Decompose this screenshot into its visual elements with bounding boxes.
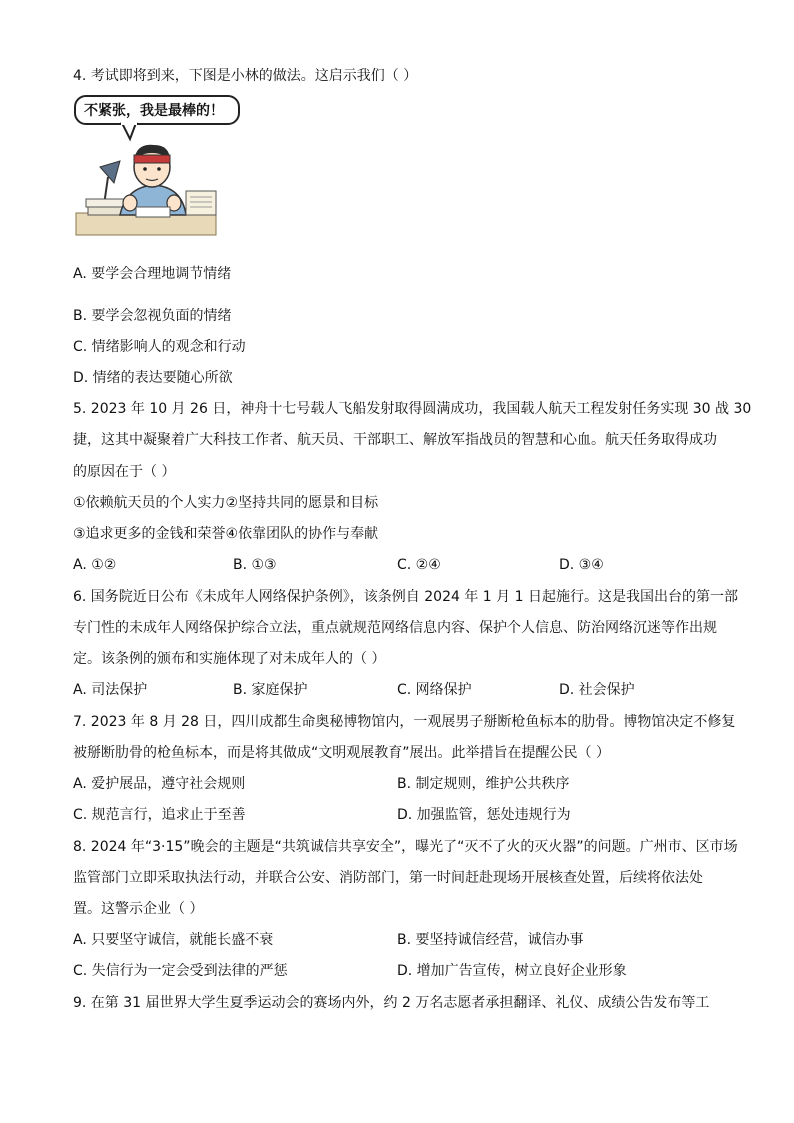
q7-option-d: D. 加强监管，惩处违规行为 [397,807,571,823]
q7-line-1: 7. 2023 年 8 月 28 日，四川成都生命奥秘博物馆内，一观展男子掰断枪鱼标本的肋骨。博物馆决定不修复 [73,714,736,730]
q5-statement-1: ①依赖航天员的个人实力②坚持共同的愿景和目标 [73,495,379,511]
q7-line-2: 被掰断肋骨的枪鱼标本，而是将其做成“文明观展教育”展出。此举措旨在提醒公民（ ） [73,745,610,761]
q6-option-c: C. 网络保护 [397,682,472,698]
q8-option-c: C. 失信行为一定会受到法律的严惩 [73,963,288,979]
q5-option-d: D. ③④ [559,557,604,573]
q5-option-a: A. ①② [73,557,117,573]
q8-option-d: D. 增加广告宣传，树立良好企业形象 [397,963,627,979]
q4-option-b: B. 要学会忽视负面的情绪 [73,308,232,324]
q4-illustration [74,95,244,240]
q4-option-c: C. 情绪影响人的观念和行动 [73,339,246,355]
q8-option-a: A. 只要坚守诚信，就能长盛不衰 [73,932,274,948]
q6-option-b: B. 家庭保护 [233,682,308,698]
q5-line-1: 5. 2023 年 10 月 26 日，神舟十七号载人飞船发射取得圆满成功，我国载人航天工程发射任务实现 30 战 30 [73,401,752,417]
q5-option-b: B. ①③ [233,557,277,573]
q5-statement-2: ③追求更多的金钱和荣誉④依靠团队的协作与奉献 [73,526,379,542]
q4-option-a: A. 要学会合理地调节情绪 [73,266,232,282]
q9-line-1: 9. 在第 31 届世界大学生夏季运动会的赛场内外，约 2 万名志愿者承担翻译、礼仪、成绩公告发布等工 [73,995,710,1011]
q8-option-b: B. 要坚持诚信经营，诚信办事 [397,932,584,948]
q5-line-2: 捷，这其中凝聚着广大科技工作者、航天员、干部职工、解放军指战员的智慧和心血。航天任务取得成功 [73,432,717,448]
student-desk-drawing [74,95,244,240]
q4-stem: 4. 考试即将到来，下图是小林的做法。这启示我们（ ） [73,68,418,84]
q7-option-b: B. 制定规则，维护公共秩序 [397,776,570,792]
q7-option-a: A. 爱护展品，遵守社会规则 [73,776,246,792]
q6-line-2: 专门性的未成年人网络保护综合立法，重点就规范网络信息内容、保护个人信息、防治网络沉迷等作出规 [73,620,717,636]
q6-line-3: 定。该条例的颁布和实施体现了对未成年人的（ ） [73,651,386,667]
q6-option-d: D. 社会保护 [559,682,635,698]
q8-line-1: 8. 2024 年“3·15”晚会的主题是“共筑诚信共享安全”，曝光了“灭不了火的灭火器”的问题。广州市、区市场 [73,839,738,855]
speech-bubble-text: 不紧张，我是最棒的！ [84,103,224,119]
q7-option-c: C. 规范言行，追求止于至善 [73,807,246,823]
q5-option-c: C. ②④ [397,557,441,573]
q6-option-a: A. 司法保护 [73,682,148,698]
q5-line-3: 的原因在于（ ） [73,464,176,480]
q8-line-2: 监管部门立即采取执法行动，并联合公安、消防部门，第一时间赶赴现场开展核查处置，后续将依法处 [73,870,703,886]
q4-option-d: D. 情绪的表达要随心所欲 [73,370,233,386]
q6-line-1: 6. 国务院近日公布《未成年人网络保护条例》，该条例自 2024 年 1 月 1 日起施行。这是我国出台的第一部 [73,589,738,605]
q8-line-3: 置。这警示企业（ ） [73,901,204,917]
